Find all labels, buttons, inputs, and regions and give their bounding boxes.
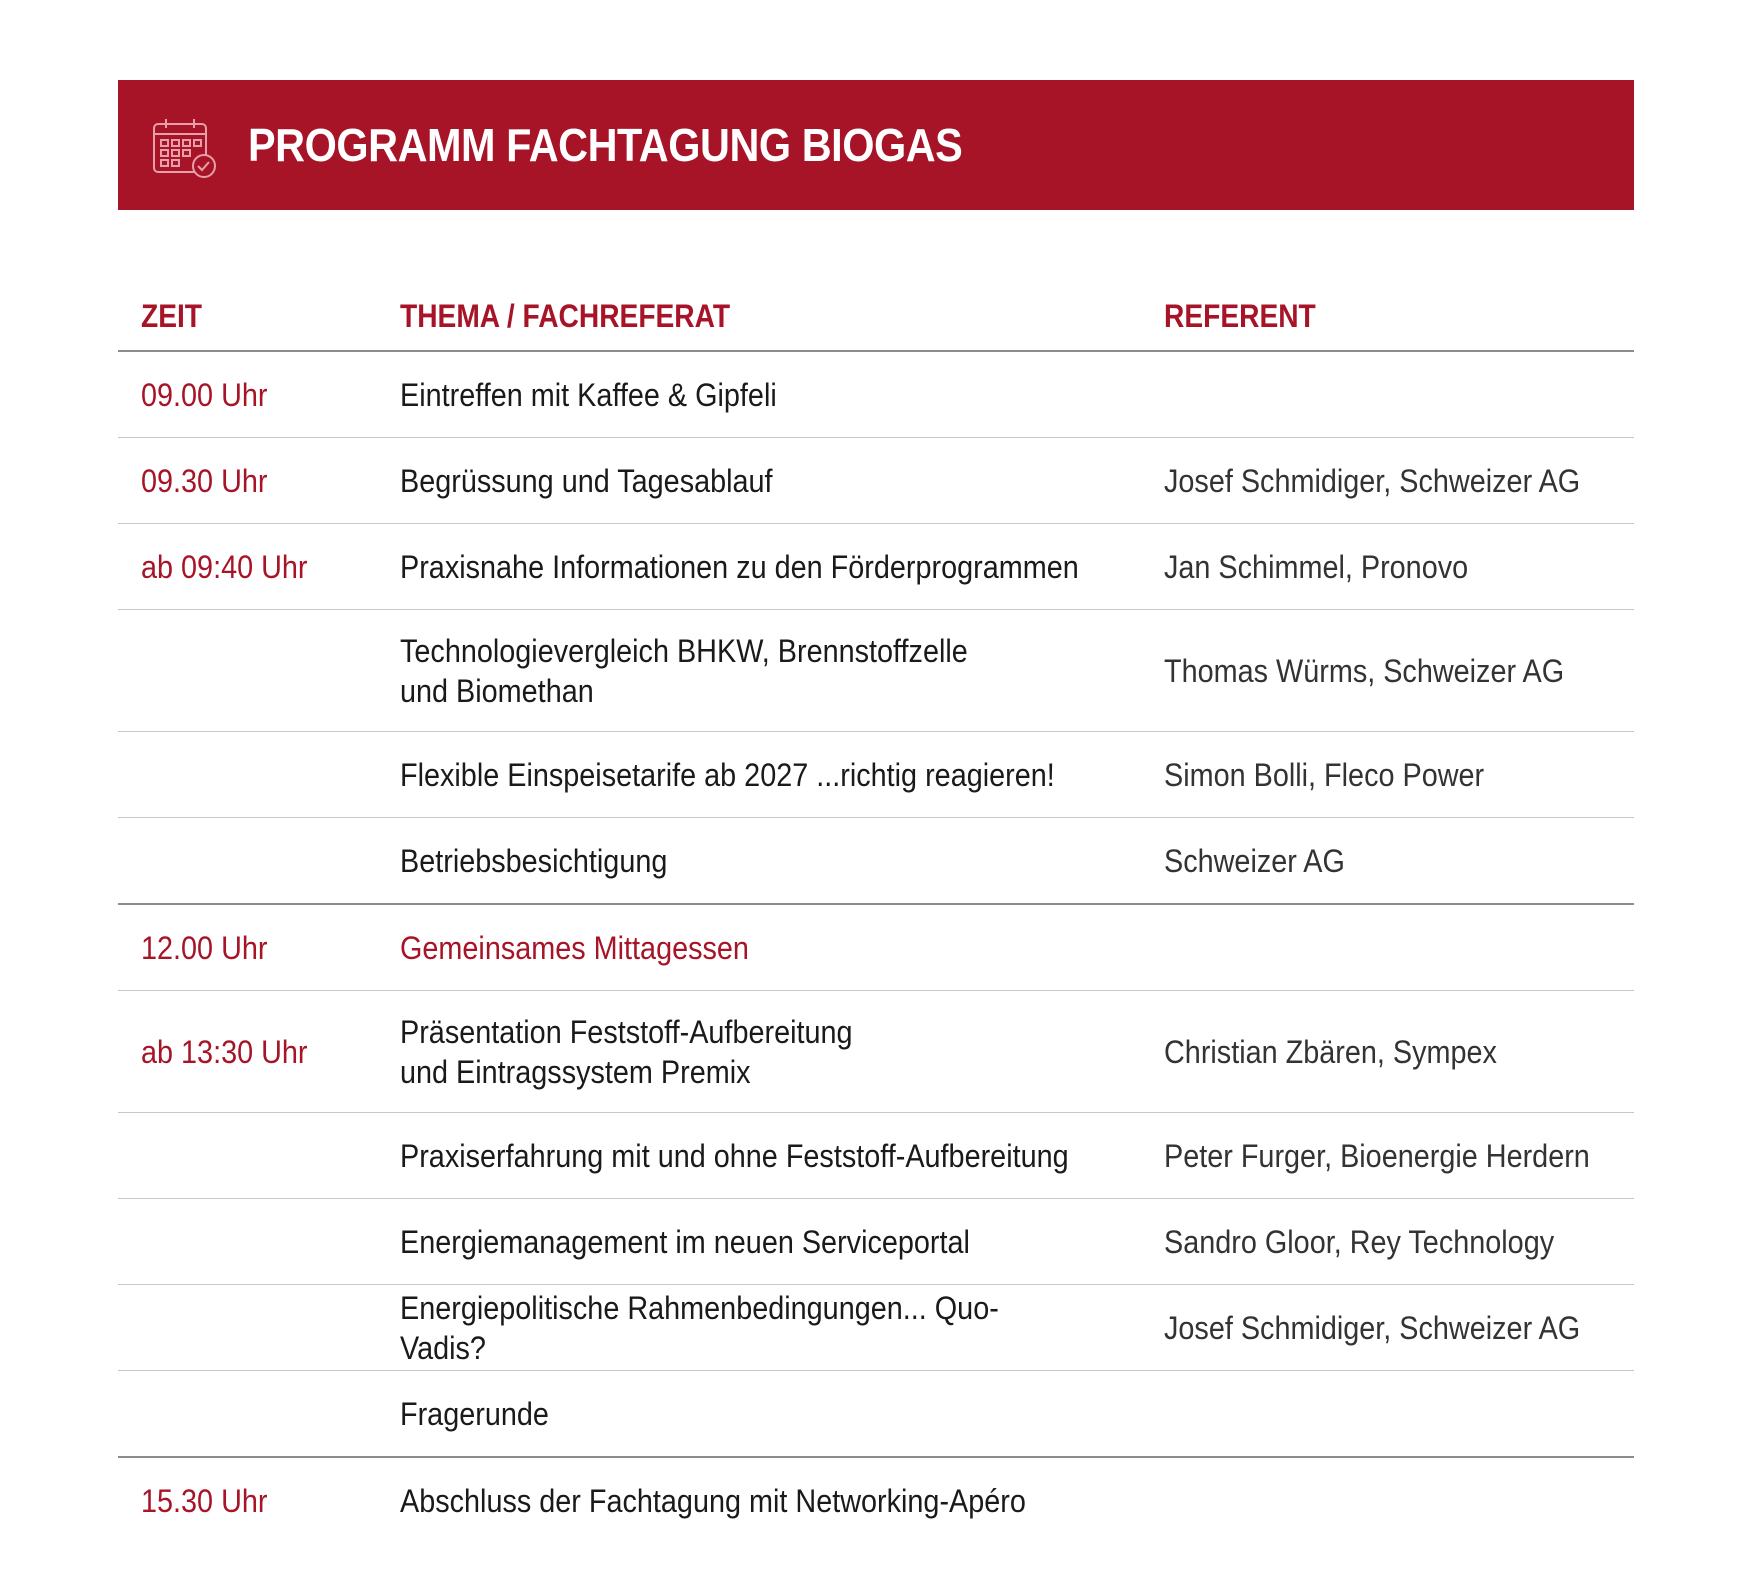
- row-time: [141, 732, 366, 817]
- row-time: ab 13:30 Uhr: [141, 1033, 308, 1070]
- row-speaker: Jan Schimmel, Pronovo: [1164, 548, 1469, 585]
- table-row: [118, 1285, 1634, 1371]
- row-speaker: [1164, 905, 1632, 990]
- row-time: [141, 818, 366, 903]
- row-time: [141, 1371, 366, 1456]
- row-topic: Technologievergleich BHKW, Brennstoffzelle und Biomethan: [400, 632, 968, 709]
- row-time: [141, 610, 366, 731]
- row-topic: Energiepolitische Rahmenbedingungen... Quo-Vadis?: [400, 1289, 999, 1366]
- table-header: [118, 270, 1634, 352]
- row-topic: Begrüssung und Tagesablauf: [400, 462, 773, 499]
- row-topic: Gemeinsames Mittagessen: [400, 929, 749, 966]
- row-speaker: Sandro Gloor, Rey Technology: [1164, 1223, 1555, 1260]
- row-speaker: Christian Zbären, Sympex: [1164, 1033, 1497, 1070]
- table-row: [118, 1458, 1634, 1543]
- table-row: [118, 1371, 1634, 1458]
- row-topic: Präsentation Feststoff-Aufbereitung und Eintragssystem Premix: [400, 1013, 853, 1090]
- row-topic: Betriebsbesichtigung: [400, 842, 668, 879]
- header-topic: THEMA / FACHREFERAT: [400, 298, 731, 334]
- page-title: PROGRAMM FACHTAGUNG BIOGAS: [248, 119, 963, 171]
- row-topic: Flexible Einspeisetarife ab 2027 ...richtig reagieren!: [400, 756, 1055, 793]
- table-row: [118, 1113, 1634, 1199]
- row-time: 12.00 Uhr: [141, 929, 268, 966]
- row-speaker: Simon Bolli, Fleco Power: [1164, 756, 1485, 793]
- row-time: 15.30 Uhr: [141, 1482, 268, 1519]
- row-time: [141, 1199, 366, 1284]
- row-time: ab 09:40 Uhr: [141, 548, 308, 585]
- row-speaker: [1164, 352, 1632, 437]
- row-speaker: Josef Schmidiger, Schweizer AG: [1164, 462, 1581, 499]
- row-speaker: Schweizer AG: [1164, 842, 1345, 879]
- table-row: [118, 352, 1634, 438]
- table-row: [118, 438, 1634, 524]
- row-time: [141, 1113, 366, 1198]
- row-speaker: Peter Furger, Bioenergie Herdern: [1164, 1137, 1590, 1174]
- program-banner: [118, 80, 1634, 210]
- row-speaker: [1164, 1458, 1632, 1543]
- row-topic: Praxisnahe Informationen zu den Förderprogrammen: [400, 548, 1079, 585]
- row-topic: Abschluss der Fachtagung mit Networking-Apéro: [400, 1482, 1026, 1519]
- row-speaker: Thomas Würms, Schweizer AG: [1164, 652, 1565, 689]
- row-speaker: Josef Schmidiger, Schweizer AG: [1164, 1309, 1581, 1346]
- header-time: ZEIT: [141, 298, 203, 334]
- row-topic: Eintreffen mit Kaffee & Gipfeli: [400, 376, 777, 413]
- header-speaker: REFERENT: [1164, 298, 1316, 334]
- row-time: 09.00 Uhr: [141, 376, 268, 413]
- row-time: 09.30 Uhr: [141, 462, 268, 499]
- table-row: [118, 610, 1634, 732]
- row-speaker: [1164, 1371, 1632, 1456]
- table-row: [118, 905, 1634, 991]
- row-time: [141, 1285, 366, 1370]
- program-table: [118, 270, 1634, 1543]
- table-row: [118, 1199, 1634, 1285]
- table-row: [118, 818, 1634, 905]
- table-row: [118, 732, 1634, 818]
- row-topic: Praxiserfahrung mit und ohne Feststoff-Aufbereitung: [400, 1137, 1069, 1174]
- row-topic: Energiemanagement im neuen Serviceportal: [400, 1223, 970, 1260]
- table-row: [118, 524, 1634, 610]
- calendar-check-icon: [152, 116, 218, 178]
- table-row: [118, 991, 1634, 1113]
- row-topic: Fragerunde: [400, 1395, 549, 1432]
